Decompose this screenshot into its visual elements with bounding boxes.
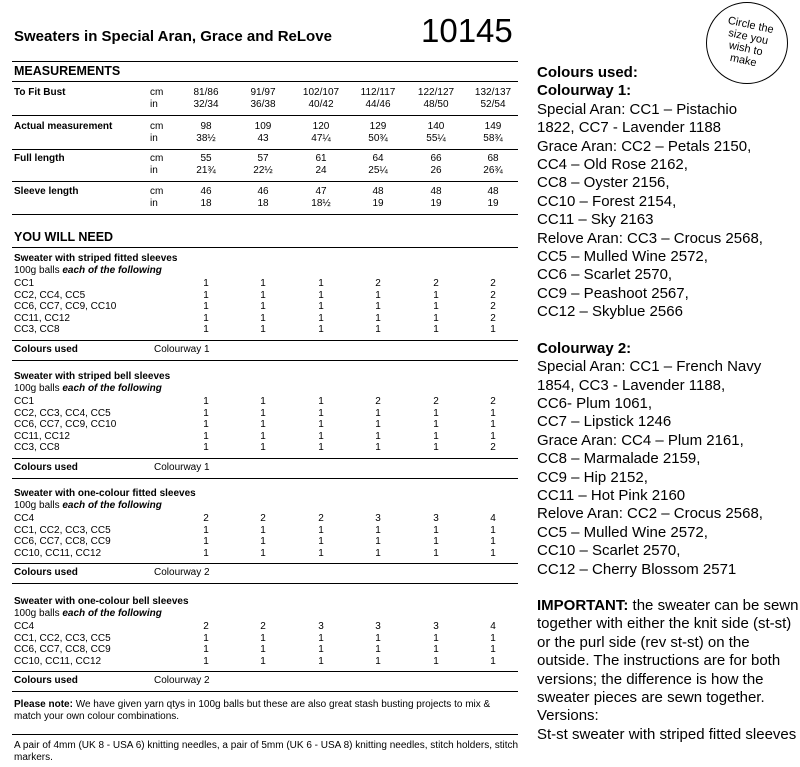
yarn-quantity: 1 [490, 547, 496, 559]
yarn-row-label: CC2, CC4, CC5 [14, 289, 86, 301]
versions-label: Versions: [537, 707, 599, 725]
yarn-row-label: CC6, CC7, CC9, CC10 [14, 301, 117, 312]
colourway-value: Colourway 1 [154, 343, 210, 355]
yarn-quantity: 2 [490, 396, 496, 407]
divider-line [12, 734, 518, 735]
yarn-quantity: 1 [260, 536, 266, 547]
balls-note: 100g balls each of the following [14, 383, 162, 394]
yarn-section-title: Sweater with one-colour fitted sleeves [14, 488, 196, 499]
yarn-quantity: 1 [260, 524, 266, 536]
yarn-quantity: 1 [260, 312, 266, 324]
unit-cm: cm [150, 153, 164, 164]
yarn-quantity: 1 [318, 442, 324, 453]
measurement-in-value: 18 [257, 198, 269, 209]
yarn-row-label: CC6, CC7, CC9, CC10 [14, 419, 117, 430]
measurement-cm-value: 91/97 [250, 87, 276, 98]
yarn-quantity: 1 [433, 644, 439, 655]
yarn-quantity: 1 [203, 524, 209, 536]
yarn-row-label: CC6, CC7, CC8, CC9 [14, 536, 111, 547]
measurement-cm-value: 102/107 [302, 87, 340, 98]
yarn-quantity: 1 [318, 547, 324, 559]
divider-line [12, 458, 518, 459]
yarn-row-label: CC6, CC7, CC8, CC9 [14, 644, 111, 655]
yarn-quantity: 3 [318, 621, 324, 632]
pattern-number: 10145 [421, 12, 513, 49]
yarn-quantity: 1 [260, 324, 266, 335]
measurement-in-value: 50¾ [368, 133, 388, 144]
yarn-quantity: 2 [375, 396, 381, 407]
divider-line [12, 181, 518, 182]
measurement-in-value: 58¾ [483, 133, 503, 144]
yarn-row-label: CC11, CC12 [14, 430, 70, 442]
yarn-quantity: 1 [433, 536, 439, 547]
yarn-section-title: Sweater with one-colour bell sleeves [14, 596, 189, 607]
yarn-quantity: 1 [433, 407, 439, 419]
divider-line [12, 149, 518, 150]
important-note: IMPORTANT: the sweater can be sewn together with either the knit side (st-st) or the purl side (rev st-st) on the outside. The instructions are for both versions; the difference is how the sweater pieces are sewn together. [537, 596, 799, 706]
measurement-in-value: 52/54 [480, 99, 506, 110]
measurement-cm-value: 112/117 [360, 87, 396, 98]
colourway-value: Colourway 2 [154, 567, 210, 578]
measurement-in-value: 19 [372, 198, 384, 209]
yarn-quantity: 1 [203, 644, 209, 655]
colourway-2-line: Grace Aran: CC4 – Plum 2161, [537, 431, 744, 449]
yarn-row-label: CC1 [14, 278, 35, 289]
measurement-in-value: 24 [315, 165, 327, 176]
yarn-quantity: 3 [375, 513, 381, 524]
yarn-quantity: 2 [260, 513, 266, 524]
top-rule [12, 61, 518, 62]
measurement-in-value: 25¼ [368, 165, 388, 176]
yarn-quantity: 1 [260, 430, 266, 442]
colourway-2-line: CC12 – Cherry Blossom 2571 [537, 560, 737, 578]
yarn-quantity: 1 [203, 430, 209, 442]
yarn-quantity: 1 [490, 536, 496, 547]
colourway-1-line: 1822, CC7 - Lavender 1188 [537, 119, 722, 137]
yarn-quantity: 1 [318, 312, 324, 324]
measurement-in-value: 26 [430, 165, 442, 176]
balls-emphasis: each of the following [62, 265, 162, 276]
colourway-1-line: CC10 – Forest 2154, [537, 192, 677, 210]
yarn-quantity: 1 [433, 430, 439, 442]
measurement-cm-value: 140 [427, 121, 445, 132]
yarn-quantity: 1 [490, 524, 496, 536]
yarn-quantity: 1 [260, 419, 266, 430]
colours-used-label: Colours used [14, 343, 78, 355]
yarn-quantity: 1 [260, 655, 266, 667]
yarn-quantity: 1 [318, 430, 324, 442]
balls-emphasis: each of the following [62, 608, 162, 619]
colourway-1-line: CC12 – Skyblue 2566 [537, 303, 683, 321]
measurement-in-value: 44/46 [365, 99, 391, 110]
measurement-cm-value: 57 [257, 153, 269, 164]
yarn-quantity: 1 [375, 442, 381, 453]
colourway-1-line: Grace Aran: CC2 – Petals 2150, [537, 137, 752, 155]
yarn-quantity: 1 [203, 301, 209, 312]
yarn-section-title: Sweater with striped bell sleeves [14, 371, 171, 382]
yarn-quantity: 1 [318, 524, 324, 536]
yarn-quantity: 1 [433, 655, 439, 667]
yarn-quantity: 1 [433, 442, 439, 453]
yarn-quantity: 1 [490, 407, 496, 419]
measurement-in-value: 18½ [311, 198, 331, 209]
measurement-cm-value: 68 [487, 153, 499, 164]
yarn-quantity: 1 [490, 644, 496, 655]
yarn-quantity: 1 [490, 324, 496, 335]
colourway-2-line: Relove Aran: CC2 – Crocus 2568, [537, 505, 763, 523]
yarn-quantity: 3 [433, 621, 439, 632]
measurement-in-value: 18 [200, 198, 212, 209]
yarn-quantity: 1 [375, 536, 381, 547]
colourway-2-line: CC8 – Marmalade 2159, [537, 450, 701, 468]
colourway-2-line: Special Aran: CC1 – French Navy [537, 358, 762, 376]
colourway-1-line: CC4 – Old Rose 2162, [537, 156, 688, 174]
colourway-1-line: Relove Aran: CC3 – Crocus 2568, [537, 229, 763, 247]
colourway-2-line: CC11 – Hot Pink 2160 [537, 486, 686, 504]
divider-line [12, 360, 518, 361]
colourway-2-line: CC10 – Scarlet 2570, [537, 542, 681, 560]
yarn-quantity: 1 [433, 419, 439, 430]
yarn-row-label: CC2, CC3, CC4, CC5 [14, 407, 111, 419]
yarn-section-title: Sweater with striped fitted sleeves [14, 253, 178, 264]
divider-line [12, 81, 518, 82]
measurement-in-value: 36/38 [250, 99, 276, 110]
yarn-quantity: 1 [203, 442, 209, 453]
yarn-quantity: 1 [375, 407, 381, 419]
measurement-in-value: 47¼ [311, 133, 331, 144]
yarn-row-label: CC1, CC2, CC3, CC5 [14, 632, 111, 644]
colours-used-heading: Colours used: [537, 64, 638, 81]
yarn-quantity: 1 [375, 632, 381, 644]
colourway-1-line: CC11 – Sky 2163 [537, 211, 654, 229]
yarn-row-label: CC3, CC8 [14, 324, 60, 335]
colours-used-label: Colours used [14, 567, 78, 578]
measurement-in-value: 19 [487, 198, 499, 209]
yarn-quantity: 1 [318, 289, 324, 301]
yarn-quantity: 1 [318, 655, 324, 667]
unit-in: in [150, 198, 158, 209]
yarn-quantity: 2 [490, 312, 496, 324]
balls-note: 100g balls each of the following [14, 608, 162, 619]
measurement-in-value: 32/34 [193, 99, 219, 110]
measurement-cm-value: 61 [315, 153, 327, 164]
colourway-1-line: CC6 – Scarlet 2570, [537, 266, 673, 284]
yarn-quantity: 1 [490, 632, 496, 644]
divider-line [12, 583, 518, 584]
colourway-1-heading: Colourway 1: [537, 82, 632, 100]
colourway-2-line: 1854, CC3 - Lavender 1188, [537, 376, 726, 394]
measurement-cm-value: 64 [372, 153, 384, 164]
balls-note: 100g balls each of the following [14, 265, 162, 276]
yarn-quantity: 1 [318, 536, 324, 547]
yarn-quantity: 2 [203, 513, 209, 524]
divider-line [12, 478, 518, 479]
divider-line [12, 671, 518, 672]
please-note-label: Please note: [14, 699, 76, 710]
yarn-quantity: 1 [203, 324, 209, 335]
yarn-quantity: 2 [433, 278, 439, 289]
measurement-cm-value: 46 [257, 186, 269, 197]
yarn-quantity: 3 [433, 513, 439, 524]
measurement-cm-value: 48 [430, 186, 442, 197]
measurement-in-value: 21¾ [196, 165, 216, 176]
yarn-row-label: CC4 [14, 513, 35, 524]
divider-line [12, 214, 518, 215]
please-note: Please note: We have given yarn qtys in 100g balls but these are also great stash busting projects to mix & match your own colour combinations. [14, 699, 491, 722]
unit-cm: cm [150, 186, 164, 197]
measurement-cm-value: 149 [484, 121, 502, 132]
colourway-1-line: Special Aran: CC1 – Pistachio [537, 100, 738, 118]
yarn-quantity: 2 [203, 621, 209, 632]
yarn-quantity: 1 [260, 289, 266, 301]
measurement-in-value: 22½ [253, 165, 273, 176]
yarn-quantity: 1 [490, 430, 496, 442]
measurement-cm-value: 132/137 [474, 87, 512, 98]
yarn-quantity: 1 [260, 396, 266, 407]
yarn-quantity: 1 [375, 644, 381, 655]
measurement-label: To Fit Bust [14, 87, 66, 98]
yarn-quantity: 1 [203, 419, 209, 430]
colourway-2-heading: Colourway 2: [537, 339, 632, 357]
colours-used-label: Colours used [14, 461, 78, 473]
yarn-quantity: 1 [260, 442, 266, 453]
measurement-cm-value: 129 [369, 121, 387, 132]
measurement-cm-value: 46 [200, 186, 212, 197]
unit-cm: cm [150, 87, 164, 98]
measurement-label: Actual measurement [14, 121, 113, 132]
yarn-quantity: 1 [260, 407, 266, 419]
pattern-title: Sweaters in Special Aran, Grace and ReLove [14, 28, 332, 45]
unit-in: in [150, 165, 158, 176]
yarn-quantity: 1 [318, 324, 324, 335]
yarn-quantity: 1 [260, 632, 266, 644]
yarn-quantity: 2 [318, 513, 324, 524]
yarn-quantity: 1 [203, 312, 209, 324]
yarn-quantity: 2 [490, 301, 496, 312]
yarn-quantity: 1 [260, 278, 266, 289]
yarn-row-label: CC10, CC11, CC12 [14, 655, 102, 667]
yarn-row-label: CC10, CC11, CC12 [14, 547, 102, 559]
colourway-1-line: CC8 – Oyster 2156, [537, 174, 670, 192]
measurement-in-value: 26¾ [483, 165, 503, 176]
measurement-cm-value: 48 [372, 186, 384, 197]
yarn-quantity: 1 [203, 536, 209, 547]
balls-emphasis: each of the following [62, 383, 162, 394]
yarn-quantity: 1 [375, 430, 381, 442]
measurement-cm-value: 66 [430, 153, 442, 164]
yarn-quantity: 1 [490, 655, 496, 667]
yarn-quantity: 2 [375, 278, 381, 289]
measurement-cm-value: 109 [254, 121, 272, 132]
yarn-quantity: 3 [375, 621, 381, 632]
yarn-quantity: 1 [318, 396, 324, 407]
yarn-quantity: 2 [490, 278, 496, 289]
measurement-in-value: 48/50 [423, 99, 449, 110]
measurement-cm-value: 47 [315, 186, 327, 197]
yarn-quantity: 1 [203, 396, 209, 407]
measurement-label: Full length [14, 153, 65, 164]
measurements-heading: MEASUREMENTS [14, 64, 121, 78]
unit-cm: cm [150, 121, 164, 132]
yarn-quantity: 1 [260, 547, 266, 559]
yarn-quantity: 1 [203, 655, 209, 667]
yarn-row-label: CC11, CC12 [14, 312, 70, 324]
measurement-cm-value: 122/127 [417, 87, 455, 98]
yarn-quantity: 1 [318, 301, 324, 312]
yarn-quantity: 1 [433, 632, 439, 644]
yarn-quantity: 1 [433, 324, 439, 335]
yarn-quantity: 1 [433, 547, 439, 559]
yarn-quantity: 1 [203, 547, 209, 559]
colourway-value: Colourway 1 [154, 461, 210, 473]
measurement-in-value: 19 [430, 198, 442, 209]
yarn-row-label: CC4 [14, 621, 35, 632]
divider-line [12, 563, 518, 564]
yarn-quantity: 1 [433, 301, 439, 312]
yarn-quantity: 1 [375, 547, 381, 559]
yarn-quantity: 1 [375, 655, 381, 667]
measurement-label: Sleeve length [14, 186, 79, 197]
yarn-row-label: CC3, CC8 [14, 442, 60, 453]
measurement-in-value: 55¼ [426, 133, 446, 144]
yarn-quantity: 1 [203, 407, 209, 419]
yarn-quantity: 1 [490, 419, 496, 430]
yarn-row-label: CC1, CC2, CC3, CC5 [14, 524, 111, 536]
measurement-cm-value: 48 [487, 186, 499, 197]
yarn-quantity: 1 [203, 289, 209, 301]
yarn-quantity: 1 [318, 419, 324, 430]
measurement-cm-value: 98 [200, 121, 212, 132]
yarn-quantity: 1 [318, 644, 324, 655]
yarn-quantity: 4 [490, 621, 496, 632]
colours-column [537, 64, 799, 744]
yarn-quantity: 1 [433, 289, 439, 301]
colourway-2-line: CC9 – Hip 2152, [537, 468, 648, 486]
yarn-quantity: 1 [203, 278, 209, 289]
yarn-quantity: 1 [318, 632, 324, 644]
yarn-quantity: 2 [490, 289, 496, 301]
yarn-quantity: 1 [318, 407, 324, 419]
yarn-quantity: 1 [375, 524, 381, 536]
yarn-quantity: 1 [375, 289, 381, 301]
yarn-quantity: 1 [375, 312, 381, 324]
divider-line [12, 691, 518, 692]
measurement-cm-value: 120 [312, 121, 330, 132]
divider-line [12, 115, 518, 116]
yarn-quantity: 1 [375, 419, 381, 430]
divider-line [12, 340, 518, 341]
unit-in: in [150, 99, 158, 110]
size-circle-text: Circle the size you wish to make [726, 14, 775, 70]
colourway-1-line: CC9 – Peashoot 2567, [537, 284, 689, 302]
yarn-quantity: 2 [490, 442, 496, 453]
yarn-quantity: 1 [203, 632, 209, 644]
yarn-quantity: 4 [490, 513, 496, 524]
colourway-2-line: CC6- Plum 1061, [537, 394, 653, 412]
yarn-row-label: CC1 [14, 396, 35, 407]
measurement-in-value: 43 [257, 133, 269, 144]
yarn-quantity: 1 [375, 324, 381, 335]
divider-line [12, 247, 518, 248]
yarn-quantity: 1 [318, 278, 324, 289]
yarn-quantity: 1 [260, 644, 266, 655]
version-item: St-st sweater with striped fitted sleeves [537, 725, 797, 743]
needles-list: A pair of 4mm (UK 8 - USA 6) knitting needles, a pair of 5mm (UK 6 - USA 8) knitting needles, stitch holders, stitch markers. [14, 740, 519, 763]
yarn-quantity: 2 [433, 396, 439, 407]
measurement-cm-value: 55 [200, 153, 212, 164]
yarn-quantity: 2 [260, 621, 266, 632]
measurement-in-value: 40/42 [308, 99, 334, 110]
colourway-2-line: CC5 – Mulled Wine 2572, [537, 523, 708, 541]
colourway-value: Colourway 2 [154, 675, 210, 686]
unit-in: in [150, 133, 158, 144]
important-label: IMPORTANT: [537, 596, 633, 614]
yarn-quantity: 1 [433, 312, 439, 324]
balls-note: 100g balls each of the following [14, 500, 162, 511]
colours-used-label: Colours used [14, 675, 78, 686]
measurement-cm-value: 81/86 [193, 87, 219, 98]
yarn-quantity: 1 [433, 524, 439, 536]
measurement-in-value: 38½ [196, 133, 216, 144]
yarn-quantity: 1 [375, 301, 381, 312]
balls-emphasis: each of the following [62, 500, 162, 511]
you-will-need-heading: YOU WILL NEED [14, 230, 114, 244]
colourway-1-line: CC5 – Mulled Wine 2572, [537, 248, 708, 266]
yarn-quantity: 1 [260, 301, 266, 312]
colourway-2-line: CC7 – Lipstick 1246 [537, 413, 672, 431]
